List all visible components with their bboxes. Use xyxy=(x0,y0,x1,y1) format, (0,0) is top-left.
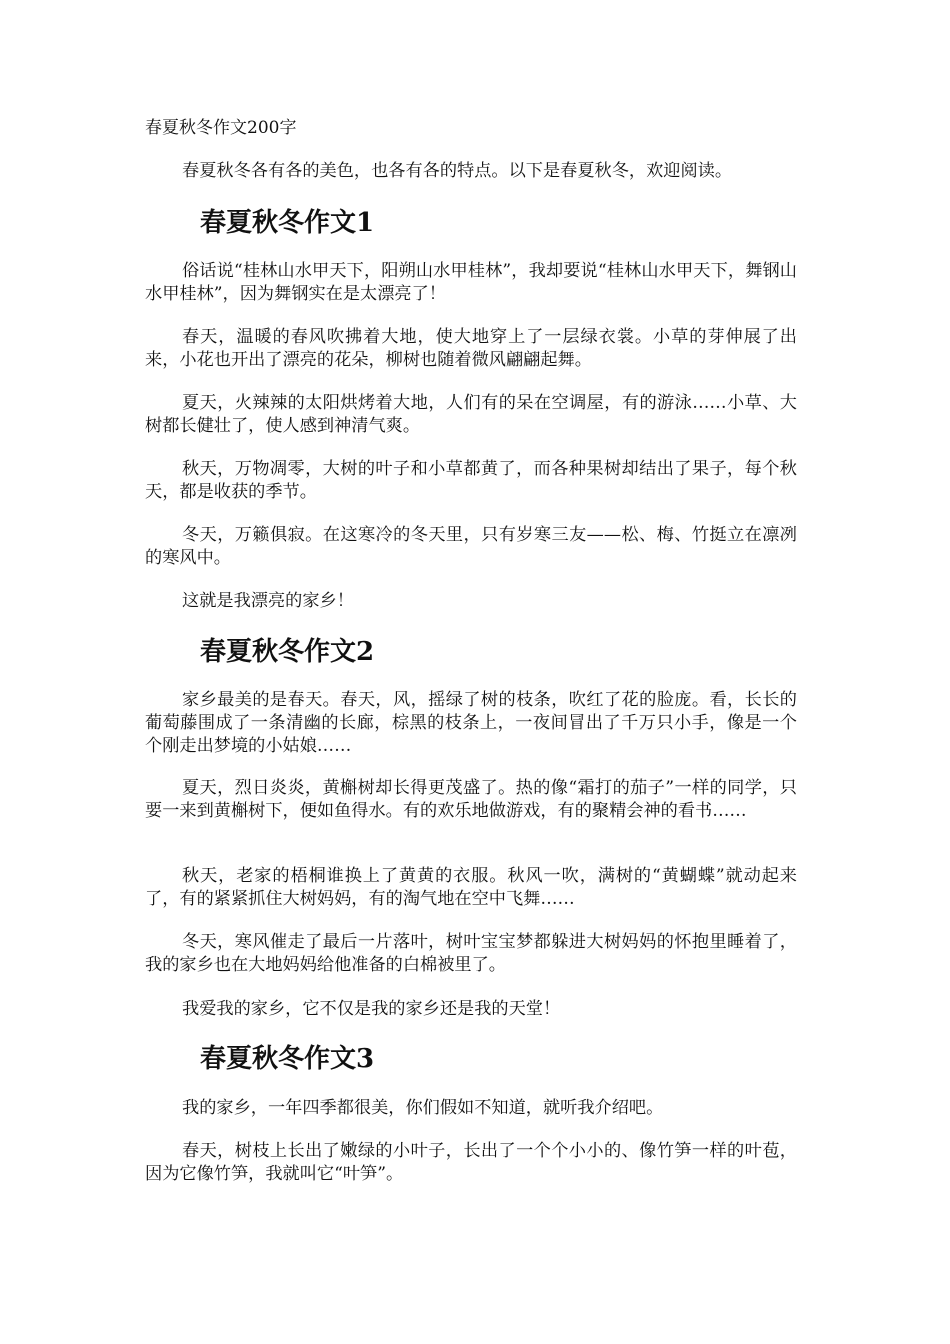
section-2-paragraph-1: 家乡最美的是春天。春天，风，摇绿了树的枝条，吹红了花的脸庞。看，长长的葡萄藤围成了一条清幽的长廊，棕黑的枝条上，一夜间冒出了千万只小手，像是一个个刚走出梦境的小姑娘…… xyxy=(145,690,797,756)
section-3-paragraph-2: 春天，树枝上长出了嫩绿的小叶子，长出了一个个小小的、像竹笋一样的叶苞，因为它像竹笋，我就叫它“叶笋”。 xyxy=(145,1141,797,1184)
section-3-heading: 春夏秋冬作文3 xyxy=(200,1044,375,1074)
section-2-paragraph-4: 冬天，寒风催走了最后一片落叶，树叶宝宝梦都躲进大树妈妈的怀抱里睡着了，我的家乡也在大地妈妈给他准备的白棉被里了。 xyxy=(145,932,797,975)
section-1-paragraph-3: 夏天，火辣辣的太阳烘烤着大地，人们有的呆在空调屋，有的游泳……小草、大树都长健壮了，使人感到神清气爽。 xyxy=(145,393,797,436)
section-1-paragraph-2: 春天，温暖的春风吹拂着大地，使大地穿上了一层绿衣裳。小草的芽伸展了出来，小花也开出了漂亮的花朵，柳树也随着微风翩翩起舞。 xyxy=(145,327,797,370)
section-2-paragraph-5: 我爱我的家乡，它不仅是我的家乡还是我的天堂！ xyxy=(182,999,561,1019)
section-1-heading: 春夏秋冬作文1 xyxy=(200,208,375,238)
section-2-paragraph-2: 夏天，烈日炎炎，黄槲树却长得更茂盛了。热的像“霜打的茄子”一样的同学，只要一来到黄槲树下，便如鱼得水。有的欢乐地做游戏，有的聚精会神的看书…… xyxy=(145,778,797,821)
section-1-paragraph-6: 这就是我漂亮的家乡！ xyxy=(182,591,354,611)
section-1-paragraph-1: 俗话说“桂林山水甲天下，阳朔山水甲桂林”，我却要说“桂林山水甲天下，舞钢山水甲桂林”，因为舞钢实在是太漂亮了！ xyxy=(145,261,797,304)
section-2-paragraph-3: 秋天，老家的梧桐谁换上了黄黄的衣服。秋风一吹，满树的“黄蝴蝶”就动起来了，有的紧紧抓住大树妈妈，有的淘气地在空中飞舞…… xyxy=(145,866,797,909)
intro-paragraph: 春夏秋冬各有各的美色，也各有各的特点。以下是春夏秋冬，欢迎阅读。 xyxy=(182,161,733,181)
section-2-heading: 春夏秋冬作文2 xyxy=(200,637,375,667)
section-3-paragraph-1: 我的家乡，一年四季都很美，你们假如不知道，就听我介绍吧。 xyxy=(182,1098,664,1118)
document-title: 春夏秋冬作文200字 xyxy=(145,118,297,138)
section-1-paragraph-4: 秋天，万物凋零，大树的叶子和小草都黄了，而各种果树却结出了果子，每个秋天，都是收获的季节。 xyxy=(145,459,797,502)
section-1-paragraph-5: 冬天，万籁俱寂。在这寒冷的冬天里，只有岁寒三友——松、梅、竹挺立在凛冽的寒风中。 xyxy=(145,525,797,568)
